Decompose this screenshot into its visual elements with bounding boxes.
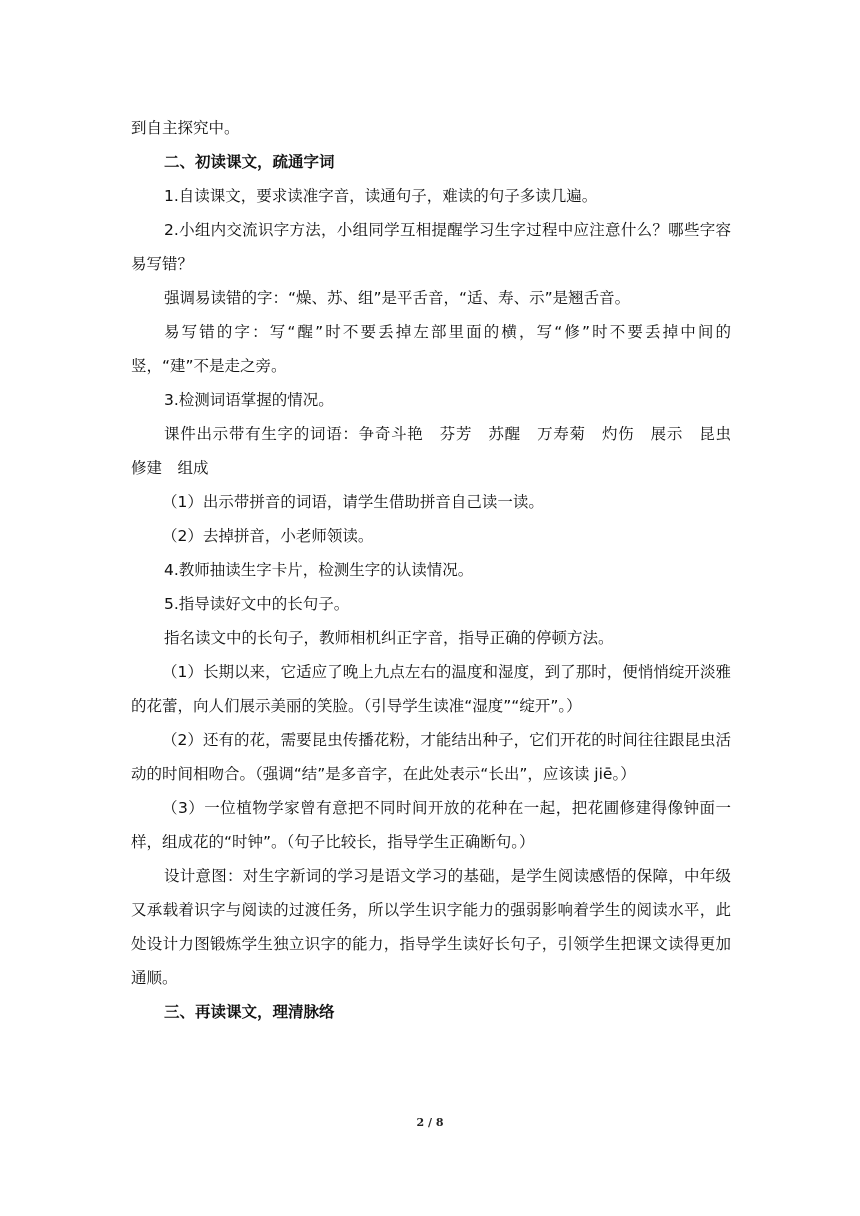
substep-1: （1）出示带拼音的词语，请学生借助拼音自己读一读。 [162, 493, 544, 511]
section-heading-2: 二、初读课文，疏通字词 [164, 153, 335, 171]
long-sentence-1: （1）长期以来，它适应了晚上九点左右的温度和湿度，到了那时，便悄悄绽开淡雅的花蕾，向人们展示美丽的笑脸。（引导学生读准“湿度”“绽开”。） [131, 663, 731, 715]
paragraph-continuation: 到自主探究中。 [131, 119, 240, 137]
long-sentence-intro: 指名读文中的长句子，教师相机纠正字音，指导正确的停顿方法。 [164, 629, 614, 647]
step-1: 1.自读课文，要求读准字音，读通句子，难读的句子多读几遍。 [164, 187, 598, 205]
page-content [131, 111, 747, 1029]
step-5: 5.指导读好文中的长句子。 [164, 595, 350, 613]
design-intent: 设计意图：对生字新词的学习是语文学习的基础，是学生阅读感悟的保障，中年级又承载着识字与阅读的过渡任务，所以学生识字能力的强弱影响着学生的阅读水平，此处设计力图锻炼学生独立识字的能力，指导学生读好长句子，引领学生把课文读得更加通顺。 [131, 867, 731, 987]
step-4: 4.教师抽读生字卡片，检测生字的认读情况。 [164, 561, 474, 579]
step-2: 2.小组内交流识字方法，小组同学互相提醒学习生字过程中应注意什么？哪些字容易写错？ [131, 221, 731, 273]
emphasis-writing: 易写错的字：写“醒”时不要丢掉左部里面的横，写“修”时不要丢掉中间的竖，“建”不是走之旁。 [131, 323, 731, 375]
step-3: 3.检测词语掌握的情况。 [164, 391, 334, 409]
vocabulary-list: 课件出示带有生字的词语：争奇斗艳 芬芳 苏醒 万寿菊 灼伤 展示 昆虫 修建 组成 [131, 425, 747, 477]
page-number: 2 / 8 [416, 1116, 444, 1129]
substep-2: （2）去掉拼音，小老师领读。 [162, 527, 374, 545]
long-sentence-3: （3）一位植物学家曾有意把不同时间开放的花种在一起，把花圃修建得像钟面一样，组成花的“时钟”。（句子比较长，指导学生正确断句。） [131, 799, 731, 851]
emphasis-pronunciation: 强调易读错的字：“燥、苏、组”是平舌音，“适、寿、示”是翘舌音。 [164, 289, 631, 307]
long-sentence-2: （2）还有的花，需要昆虫传播花粉，才能结出种子，它们开花的时间往往跟昆虫活动的时间相吻合。（强调“结”是多音字，在此处表示“长出”，应该读 jiē。） [131, 731, 731, 783]
section-heading-3: 三、再读课文，理清脉络 [164, 1003, 335, 1021]
